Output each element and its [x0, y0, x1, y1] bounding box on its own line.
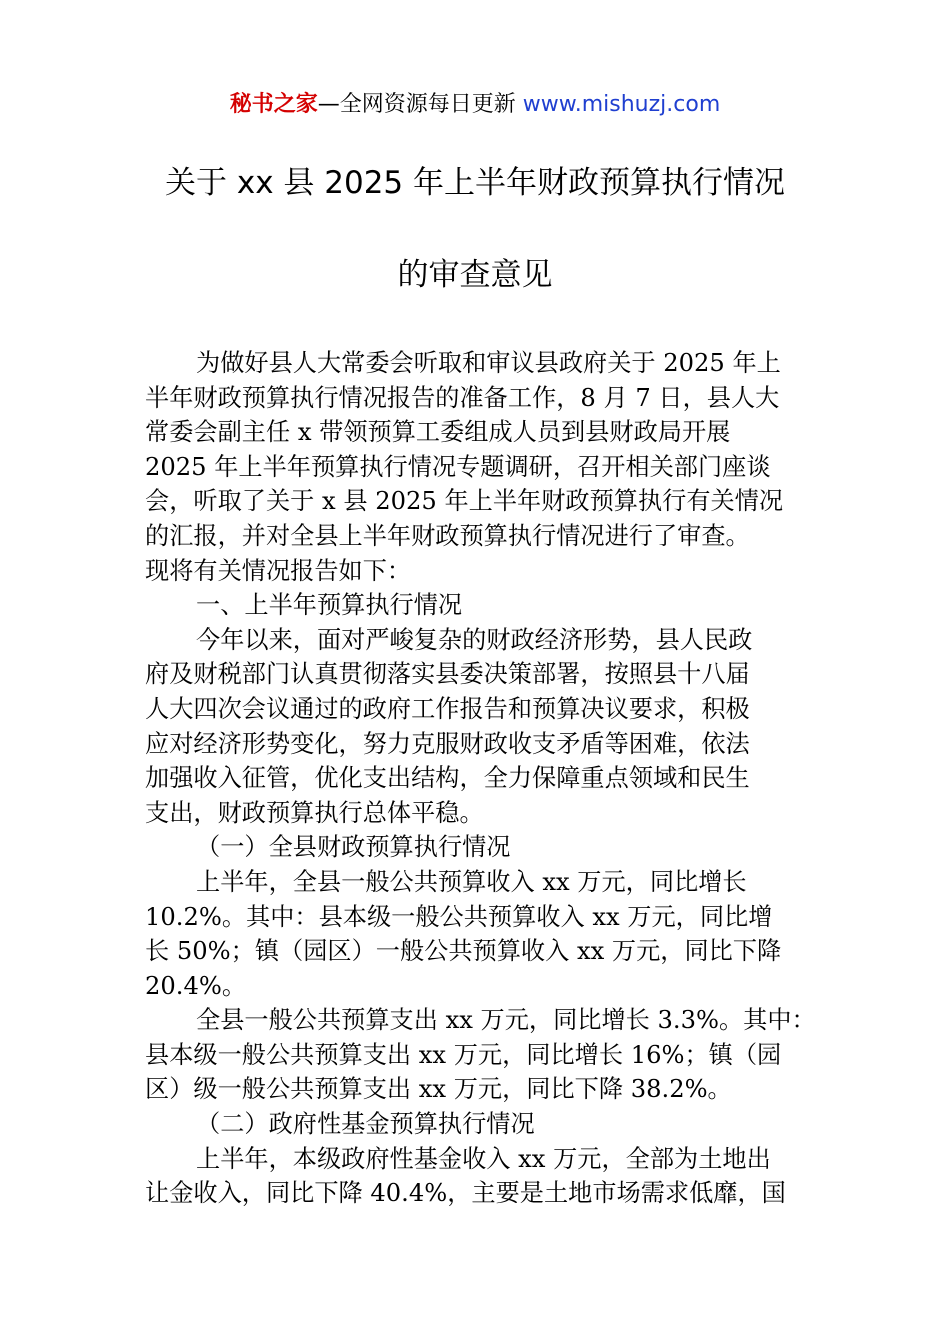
body-line: 全县一般公共预算支出 xx 万元，同比增长 3.3%。其中： — [196, 1006, 816, 1035]
body-line: 2025 年上半年预算执行情况专题调研，召开相关部门座谈 — [145, 452, 771, 481]
document-title-line-1: 关于 xx 县 2025 年上半年财政预算执行情况 — [165, 165, 785, 201]
body-line: 现将有关情况报告如下： — [145, 556, 412, 585]
document-title-line-2: 的审查意见 — [397, 257, 553, 293]
body-line: 的汇报，并对全县上半年财政预算执行情况进行了审查。 — [145, 521, 750, 550]
body-line: 应对经济形势变化，努力克服财政收支矛盾等困难，依法 — [145, 729, 750, 758]
body-line: 府及财税部门认真贯彻落实县委决策部署，按照县十八届 — [145, 660, 750, 689]
body-line: 让金收入，同比下降 40.4%，主要是土地市场需求低靡，国 — [145, 1179, 786, 1208]
site-url-link[interactable]: www.mishuzj.com — [522, 92, 721, 117]
site-brand: 秘书之家 — [229, 92, 318, 117]
body-line: 常委会副主任 x 带领预算工委组成人员到县财政局开展 — [145, 418, 731, 447]
body-line: 为做好县人大常委会听取和审议县政府关于 2025 年上 — [196, 349, 781, 377]
body-line: 今年以来，面对严峻复杂的财政经济形势，县人民政 — [196, 625, 753, 654]
body-line: 20.4%。 — [145, 971, 247, 1000]
body-line: 加强收入征管，优化支出结构，全力保障重点领域和民生 — [145, 764, 750, 793]
site-header — [0, 88, 950, 122]
body-line: 半年财政预算执行情况报告的准备工作，8 月 7 日，县人大 — [145, 383, 780, 412]
body-line: 人大四次会议通过的政府工作报告和预算决议要求，积极 — [145, 694, 750, 723]
section-heading: 一、上半年预算执行情况 — [196, 591, 463, 620]
body-line: 县本级一般公共预算支出 xx 万元，同比增长 16%；镇（园 — [145, 1040, 782, 1069]
document-body — [145, 346, 825, 1211]
body-line: 上半年，全县一般公共预算收入 xx 万元，同比增长 — [196, 867, 747, 896]
body-line: 会，听取了关于 x 县 2025 年上半年财政预算执行有关情况 — [145, 487, 784, 516]
subsection-heading: （二）政府性基金预算执行情况 — [196, 1110, 535, 1139]
site-tagline: —全网资源每日更新 — [317, 92, 523, 117]
body-line: 上半年，本级政府性基金收入 xx 万元，全部为土地出 — [196, 1144, 771, 1173]
body-line: 10.2%。其中：县本级一般公共预算收入 xx 万元，同比增 — [145, 902, 773, 931]
body-line: 支出，财政预算执行总体平稳。 — [145, 798, 484, 827]
subsection-heading: （一）全县财政预算执行情况 — [196, 833, 511, 862]
body-line: 长 50%；镇（园区）一般公共预算收入 xx 万元，同比下降 — [145, 937, 782, 966]
body-line: 区）级一般公共预算支出 xx 万元，同比下降 38.2%。 — [145, 1075, 732, 1104]
